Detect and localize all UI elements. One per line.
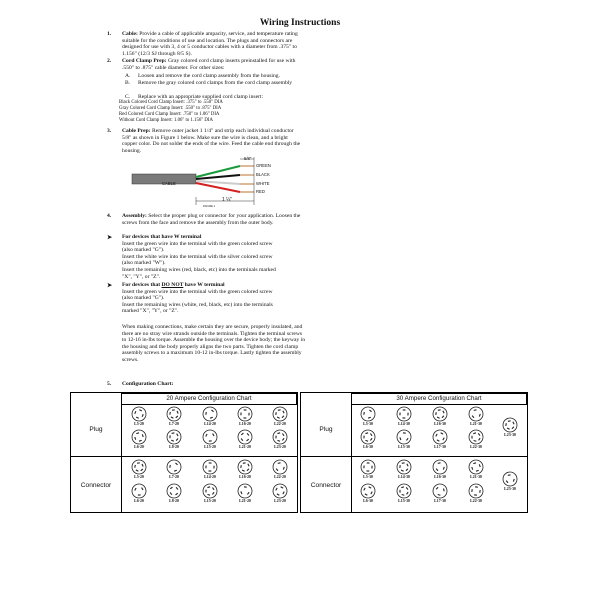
wire-label-white: WHITE [256, 181, 270, 186]
receptacle-face-icon [396, 483, 412, 499]
receptacle-face-icon [432, 459, 448, 475]
receptacle-face-icon [237, 429, 253, 445]
plug-30-receptacle [495, 417, 525, 437]
w-line-2: (also marked "G"). [122, 247, 165, 254]
no-w-terminal-section [122, 282, 302, 315]
connector-30-receptacle [353, 483, 383, 503]
connector-20-receptacle [195, 459, 225, 479]
wire-label-red: RED [256, 189, 265, 194]
chart-20-plug-label: Plug [71, 403, 122, 456]
receptacle-face-icon [131, 406, 147, 422]
receptacle-label: L23-20 [274, 445, 286, 449]
receptacle-face-icon [237, 459, 253, 475]
receptacle-label: L8-20 [169, 445, 179, 449]
w-terminal-heading: For devices that have W terminal [122, 234, 202, 240]
receptacle-face-icon [166, 459, 182, 475]
step-1-label: Cable: [122, 31, 138, 37]
nw-line-1: Insert the green wire into the terminal with the green colored screw [122, 288, 273, 295]
connector-20-receptacle [230, 483, 260, 503]
step-1-body: Provide a cable of applicable ampacity, service, and temperature rating suitable for the conditions of use and location. The plugs and connectors are designed for use with 3, 4 or 5 conductor cables with a diameter from .375" to 1.156" (12/3 SJ through 8/5 S). [122, 31, 298, 57]
receptacle-face-icon [468, 483, 484, 499]
receptacle-face-icon [131, 429, 147, 445]
receptacle-label: L14-20 [204, 475, 216, 479]
receptacle-label: L21-20 [239, 445, 251, 449]
receptacle-face-icon [272, 459, 288, 475]
connector-30-receptacle [353, 459, 383, 479]
receptacle-label: L22-20 [274, 422, 286, 426]
receptacle-label: L5-20 [134, 475, 144, 479]
receptacle-face-icon [468, 459, 484, 475]
chart-30-connector-label: Connector [301, 457, 352, 513]
plug-20-receptacle [159, 429, 189, 449]
receptacle-label: L5-30 [363, 475, 373, 479]
step-2-number: 2. [107, 58, 112, 64]
nw-line-4: marked "X", "Y", or "Z". [122, 308, 179, 315]
connector-30-receptacle [389, 459, 419, 479]
wire-label-green: GREEN [256, 163, 271, 168]
step-2b-mark: B. [125, 80, 131, 86]
receptacle-face-icon [131, 483, 147, 499]
chart-30-plug-label: Plug [301, 403, 352, 456]
connector-30-receptacle [495, 471, 525, 491]
connection-notes-paragraph: When making connections, make certain they are secure, properly insulated, and there are no stray wire strands outside the terminals. Tighten the terminal screws to 12-16 in-lbs torque. Assemble the housing over the device body; the keyway in the housing and the body properly aligns the two parts. Tighten the cord clamp assembly screws to a maximum 10-12 in-lbs torque. Lastly tighten the assembly screws. [122, 324, 306, 363]
step-4-text [122, 213, 302, 226]
receptacle-face-icon [131, 459, 147, 475]
step-5-number: 5. [107, 381, 112, 387]
receptacle-face-icon [202, 483, 218, 499]
receptacle-label: L14-30 [398, 475, 410, 479]
plug-30-receptacle [425, 406, 455, 426]
receptacle-label: L23-30 [504, 433, 516, 437]
receptacle-label: L23-20 [274, 499, 286, 503]
page-title: Wiring Instructions [259, 18, 341, 28]
w-terminal-section [122, 234, 302, 280]
step-2c-mark: C. [125, 94, 131, 100]
connector-20-receptacle [265, 483, 295, 503]
step-1-number: 1. [107, 31, 112, 37]
receptacle-face-icon [432, 406, 448, 422]
connector-30-receptacle [461, 459, 491, 479]
receptacle-face-icon [396, 459, 412, 475]
receptacle-label: L15-20 [204, 499, 216, 503]
arrow-bullet-icon: ➤ [107, 283, 113, 289]
receptacle-label: L6-20 [134, 499, 144, 503]
plug-30-receptacle [461, 429, 491, 449]
chart-20-title: 20 Ampere Configuration Chart [121, 393, 297, 405]
receptacle-label: L22-30 [470, 445, 482, 449]
step-4-number: 4. [107, 213, 112, 219]
step-2-text [122, 58, 302, 71]
step-2c-text: Replace with an appropriate supplied cord clamp insert: [138, 94, 264, 100]
receptacle-label: L15-20 [204, 445, 216, 449]
plug-30-receptacle [353, 406, 383, 426]
connector-30-receptacle [389, 483, 419, 503]
chart-30-title: 30 Ampere Configuration Chart [351, 393, 527, 405]
chart-20-connector-label: Connector [71, 457, 122, 513]
dim-5-8: 5/8" [244, 156, 252, 161]
receptacle-face-icon [432, 483, 448, 499]
receptacle-face-icon [468, 406, 484, 422]
receptacle-face-icon [237, 483, 253, 499]
insert-gray: Gray Colored Cord Clamp Insert: .550" to .875" DIA [119, 106, 222, 111]
receptacle-label: L16-30 [434, 475, 446, 479]
receptacle-label: L5-30 [363, 422, 373, 426]
connector-20-receptacle [124, 483, 154, 503]
wire-label-black: BLACK [256, 172, 270, 177]
receptacle-label: L16-30 [434, 422, 446, 426]
receptacle-label: L21-30 [470, 422, 482, 426]
plug-20-receptacle [230, 429, 260, 449]
receptacle-label: L16-20 [239, 422, 251, 426]
connector-20-receptacle [159, 459, 189, 479]
receptacle-face-icon [202, 406, 218, 422]
nw-line-3: Insert the remaining wires (white, red, black, etc) into the terminals [122, 301, 273, 308]
insert-none: Without Cord Clamp Insert: 1.06" to 1.156" DIA [119, 118, 213, 123]
step-2-label: Cord Clamp Prep: [122, 58, 167, 64]
receptacle-label: L7-20 [169, 475, 179, 479]
step-3-text [122, 128, 302, 154]
plug-20-receptacle [195, 429, 225, 449]
connector-20-receptacle [195, 483, 225, 503]
step-4-label: Assembly: [122, 213, 147, 219]
chart-20-ampere [70, 392, 298, 513]
plug-20-receptacle [230, 406, 260, 426]
receptacle-label: L17-30 [434, 445, 446, 449]
receptacle-face-icon [502, 417, 518, 433]
receptacle-face-icon [432, 429, 448, 445]
w-line-5: Insert the remaining wires (red, black, etc) into the terminals marked [122, 266, 276, 273]
receptacle-face-icon [502, 471, 518, 487]
receptacle-label: L21-20 [239, 499, 251, 503]
w-line-1: Insert the green wire into the terminal with the green colored screw [122, 240, 273, 247]
arrow-bullet-icon: ➤ [107, 235, 113, 241]
receptacle-face-icon [202, 429, 218, 445]
receptacle-label: L14-20 [204, 422, 216, 426]
nw-line-2: (also marked "G"). [122, 295, 165, 302]
insert-red: Red Colored Cord Clamp Insert: .750" to 1.06" DIA [119, 112, 220, 117]
receptacle-face-icon [360, 483, 376, 499]
plug-20-receptacle [195, 406, 225, 426]
connector-30-receptacle [461, 483, 491, 503]
w-line-6: "X", "Y", or "Z". [122, 273, 161, 280]
step-4-body: Select the proper plug or connector for your application. Loosen the screws from the face and remove the assembly from the outer body. [122, 213, 301, 226]
receptacle-face-icon [272, 429, 288, 445]
plug-20-receptacle [124, 406, 154, 426]
connector-30-receptacle [425, 483, 455, 503]
receptacle-label: L17-30 [434, 499, 446, 503]
receptacle-face-icon [360, 459, 376, 475]
receptacle-label: L5-20 [134, 422, 144, 426]
w-line-3: Insert the white wire into the terminal with the silver colored screw [122, 253, 273, 260]
receptacle-label: L23-30 [504, 487, 516, 491]
step-2-body: Gray colored cord clamp inserts preinstalled for use with .550" to .875" cable diameter. For other sizes: [122, 58, 296, 71]
plug-20-receptacle [159, 406, 189, 426]
receptacle-face-icon [396, 406, 412, 422]
receptacle-face-icon [468, 429, 484, 445]
plug-30-receptacle [389, 406, 419, 426]
receptacle-face-icon [360, 429, 376, 445]
step-3-number: 3. [107, 128, 112, 134]
plug-20-receptacle [265, 406, 295, 426]
receptacle-label: L7-20 [169, 422, 179, 426]
receptacle-label: L22-20 [274, 475, 286, 479]
receptacle-face-icon [396, 429, 412, 445]
chart-30-ampere [300, 392, 528, 513]
receptacle-label: L22-30 [470, 499, 482, 503]
receptacle-label: L21-30 [470, 475, 482, 479]
plug-30-receptacle [389, 429, 419, 449]
receptacle-face-icon [272, 483, 288, 499]
receptacle-face-icon [166, 406, 182, 422]
connector-20-receptacle [230, 459, 260, 479]
connector-20-receptacle [159, 483, 189, 503]
step-2b-text: Remove the gray colored cord clamps from the cord clamp assembly [138, 80, 293, 86]
receptacle-face-icon [360, 406, 376, 422]
step-3-label: Cable Prep: [122, 128, 151, 134]
step-5-label: Configuration Chart: [122, 381, 174, 387]
receptacle-label: L14-30 [398, 422, 410, 426]
receptacle-label: L16-20 [239, 475, 251, 479]
insert-black: Black Colored Cord Clamp Insert: .375" to .550" DIA [119, 100, 223, 105]
plug-30-receptacle [425, 429, 455, 449]
no-w-terminal-heading: For devices that DO NOT have W terminal [122, 282, 225, 288]
insert-list [119, 100, 223, 124]
receptacle-label: L15-30 [398, 445, 410, 449]
receptacle-face-icon [166, 483, 182, 499]
figure-caption: FIGURE 1 [203, 205, 215, 208]
plug-30-receptacle [353, 429, 383, 449]
connector-20-receptacle [124, 459, 154, 479]
receptacle-face-icon [272, 406, 288, 422]
receptacle-face-icon [166, 429, 182, 445]
w-line-4: (also marked "W"). [122, 260, 166, 267]
step-3-body: Remove outer jacket 1 1/4" and strip each individual conductor 5/8" as shown in Figure 1 below. Make sure the wire is clean, and a bright copper color. Do not solder the ends of the wire. Feed the cable end through the housing. [122, 128, 301, 154]
step-2a-text: Loosen and remove the cord clamp assembly from the housing. [138, 73, 280, 79]
connector-30-receptacle [425, 459, 455, 479]
receptacle-label: L6-20 [134, 445, 144, 449]
dim-1-1-4: 1 ¼" [222, 197, 233, 203]
plug-20-receptacle [265, 429, 295, 449]
receptacle-label: L6-30 [363, 499, 373, 503]
cable-label: CABLE [162, 181, 176, 186]
step-2a-mark: A. [125, 73, 131, 79]
receptacle-label: L8-20 [169, 499, 179, 503]
receptacle-face-icon [237, 406, 253, 422]
connector-20-receptacle [265, 459, 295, 479]
receptacle-label: L6-30 [363, 445, 373, 449]
step-1-text [122, 31, 302, 57]
plug-30-receptacle [461, 406, 491, 426]
plug-20-receptacle [124, 429, 154, 449]
receptacle-face-icon [202, 459, 218, 475]
receptacle-label: L15-30 [398, 499, 410, 503]
